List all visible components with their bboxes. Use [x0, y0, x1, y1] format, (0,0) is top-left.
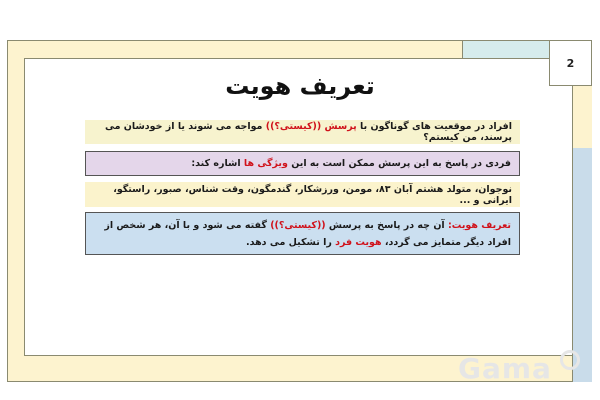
slide-number: 2	[549, 40, 592, 86]
definition-highlight: ((کیستی؟))	[270, 219, 326, 231]
slide-panel	[24, 58, 573, 356]
traits-text-end: اشاره کند:	[191, 158, 244, 169]
intro-text-end: مواجه می شوند یا از خودشان می پرسند، من کیستم؟	[104, 121, 512, 143]
watermark-logo: Gama	[458, 352, 552, 385]
definition-highlight-identity: هویت فرد	[335, 236, 382, 248]
traits-prompt-box	[85, 151, 520, 176]
traits-highlight: ویژگی ها	[243, 158, 288, 169]
definition-text	[94, 217, 511, 251]
definition-text-middle: گفته می شود و با آن، هر شخص از افراد دیگر متمایز می گردد،	[104, 219, 511, 248]
traits-text-start: فردی در پاسخ به این پرسش ممکن است به این	[287, 158, 511, 169]
intro-text-start: افراد در موقعیت های گوناگون با	[356, 121, 512, 132]
definition-text-end: را تشکیل می دهد.	[245, 236, 336, 248]
traits-list-box	[85, 182, 520, 207]
intro-highlight: پرسش ((کیستی؟))	[265, 121, 357, 132]
intro-box	[85, 120, 520, 144]
definition-label: تعریف هویت:	[448, 219, 511, 231]
intro-text	[93, 121, 512, 143]
traits-list-text: نوجوان، متولد هشتم آبان ۸۳، مومن، ورزشکار، گندمگون، وقت شناس، صبور، راستگو، ایرانی و ...	[113, 183, 512, 206]
definition-box	[85, 212, 520, 255]
definition-text-start: آن چه در پاسخ به پرسش	[325, 219, 448, 231]
frame-right-top-band	[572, 86, 592, 148]
frame-right-band	[572, 148, 592, 382]
watermark-circle-icon	[560, 350, 580, 370]
slide-title: تعریف هویت	[225, 72, 375, 100]
traits-prompt-text	[191, 158, 511, 169]
